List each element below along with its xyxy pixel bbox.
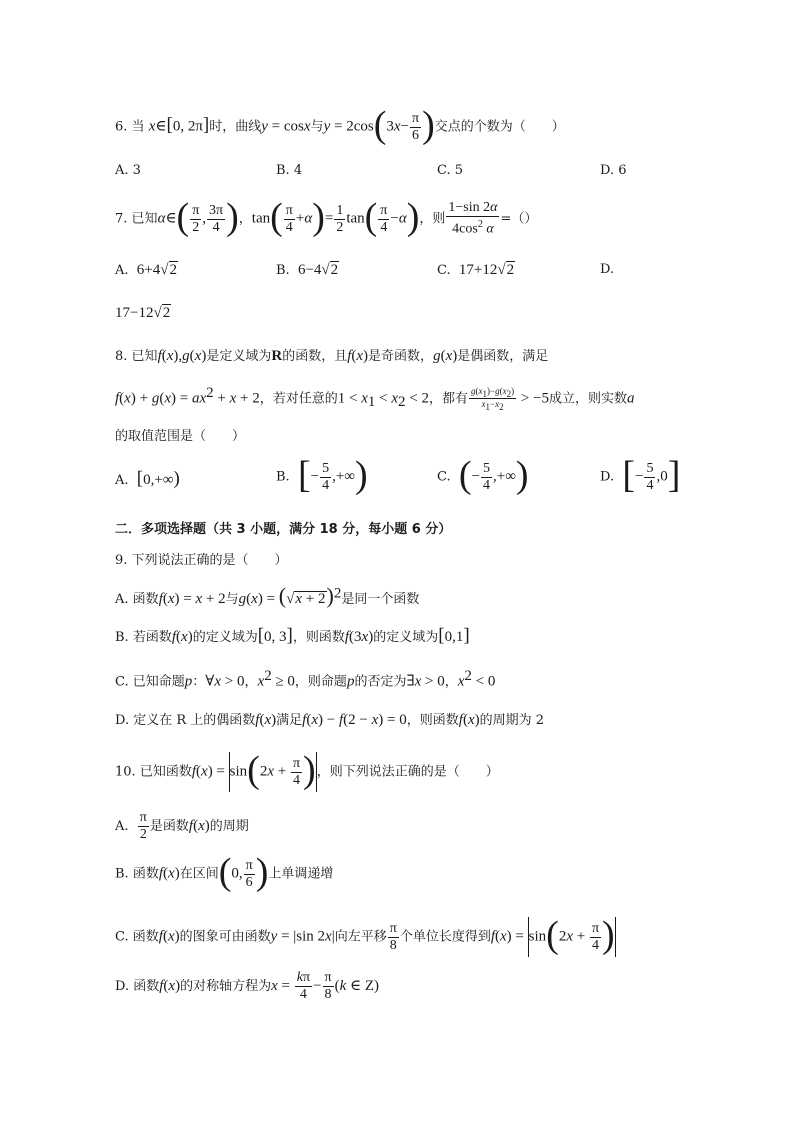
q8-option-d[interactable]: D. [− $\frac{5}{4}$ ,0] (600, 454, 681, 496)
q7-option-c[interactable]: C. 17+12√2 (437, 262, 515, 278)
q6-option-b[interactable]: B. 4 (276, 163, 303, 178)
q7-option-b[interactable]: B. 6−4√2 (276, 262, 339, 278)
q10-option-d[interactable]: D. 函数f(x)的对称轴方程为x = $\frac{k\pi}{4}$ − $\frac{\pi}{8}$ (k ∈ Z) (115, 970, 380, 1002)
q10-option-b[interactable]: B. 函数f(x)在区间(0, $\frac{\pi}{6}$ )上单调递增 (115, 851, 334, 893)
q6-option-a[interactable]: A. 3 (115, 163, 141, 178)
q8-option-a[interactable]: A. [0,+∞) (115, 468, 180, 489)
question-9: 9. 下列说法正确的是（ ） (115, 553, 288, 568)
q7-option-a[interactable]: A. 6+4√2 (115, 262, 177, 278)
q10-option-c[interactable]: C. 函数f(x)的图象可由函数y = |sin 2x|向左平移 $\frac{\pi}{8}$ 个单位长度得到f(x) = sin(2x + $\frac{\pi}{4}$ ) (115, 914, 615, 956)
question-8-line2: $f(x) + g(x) = ax^2 + x + 2$，若对任意的$1 < x_1 < x_2 < 2$，都有 $\frac{g(x_1)-g(x_2)}{x_1-x_2}$ > −5成立，则实数a (115, 385, 635, 413)
q6-option-c[interactable]: C. 5 (437, 163, 464, 178)
question-8-line1: 8. 已知f(x),g(x)是定义域为R的函数，且f(x)是奇函数，g(x)是偶函数，满足 (115, 348, 549, 364)
q9-option-d[interactable]: D. 定义在 R 上的偶函数f(x)满足f(x) − f(2 − x) = 0，则函数f(x)的周期为 2 (115, 712, 545, 728)
q9-option-c[interactable]: C. 已知命题p：∀x > 0，$x^2 \ge 0$，则命题p的否定为∃x > 0，$x^2 < 0$ (115, 668, 496, 690)
q7-option-d-value: 17−12√2 (115, 305, 171, 321)
q8-option-b[interactable]: B. [− $\frac{5}{4}$ ,+∞) (276, 454, 368, 496)
question-10: 10. 已知函数f(x) = sin(2x + $\frac{\pi}{4}$ )，则下列说法正确的是（ ） (115, 749, 499, 791)
q10-option-a[interactable]: A. $\frac{\pi}{2}$ 是函数f(x)的周期 (115, 810, 249, 842)
question-7: 7. 已知α∈( $\frac{\pi}{2}$ , $\frac{3\pi}{4}$ )，tan( $\frac{\pi}{4}$ +α)= $\frac{1}{2}$ tan( $\frac{\pi}{4}$ −α)，则 $\frac{1-\sin 2\alpha}{4\cos^2 \alpha}$ =（） (115, 196, 538, 238)
question-6: 6. 当 x∈[0, 2π]时，曲线y = cosx与y = 2cos(3x− $\frac{\pi}{6}$ )交点的个数为（ ） (115, 104, 565, 146)
question-8-line3: 的取值范围是（ ） (115, 429, 246, 444)
q8-option-c[interactable]: C. (− $\frac{5}{4}$ ,+∞) (437, 454, 529, 496)
q6-option-d[interactable]: D. 6 (600, 163, 627, 178)
q7-option-d[interactable]: D. (600, 262, 615, 277)
section-2-heading: 二．多项选择题（共 3 小题，满分 18 分，每小题 6 分） (115, 522, 452, 537)
q9-option-b[interactable]: B. 若函数f(x)的定义域为[0, 3]，则函数f(3x)的定义域为[0,1] (115, 625, 470, 646)
q9-option-a[interactable]: A. 函数f(x) = x + 2与$g(x) = (√x + 2)^2$是同一个函数 (115, 583, 420, 608)
